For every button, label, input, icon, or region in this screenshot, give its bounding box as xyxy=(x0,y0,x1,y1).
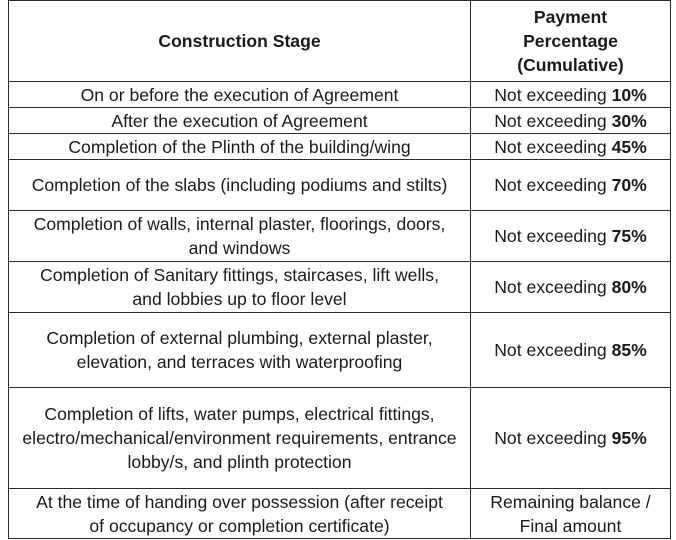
payment-prefix: Remaining balance / Final amount xyxy=(490,491,651,536)
header-payment-label: Payment Percentage (Cumulative) xyxy=(517,7,624,75)
payment-cell xyxy=(471,108,671,134)
table-row xyxy=(9,313,671,388)
payment-prefix: Not exceeding xyxy=(494,110,612,131)
stage-cell: Completion of the Plinth of the building/wing xyxy=(9,134,471,160)
payment-schedule-table xyxy=(8,0,671,539)
payment-prefix: Not exceeding xyxy=(494,340,612,360)
stage-cell: Completion of external plumbing, external plaster, elevation, and terraces with waterproofing xyxy=(9,313,471,388)
stage-cell: On or before the execution of Agreement xyxy=(9,82,471,108)
payment-cell xyxy=(471,489,671,539)
payment-cell xyxy=(471,262,671,313)
table-row xyxy=(9,262,671,313)
payment-cell xyxy=(471,160,671,211)
table-row xyxy=(9,388,671,489)
payment-cell xyxy=(471,82,671,108)
payment-prefix: Not exceeding xyxy=(494,175,612,195)
stage-cell: At the time of handing over possession (after receipt of occupancy or completion certificate) xyxy=(9,489,471,539)
table-row xyxy=(9,108,671,134)
payment-value: 95% xyxy=(611,428,647,448)
payment-cell xyxy=(471,211,671,262)
payment-prefix: Not exceeding xyxy=(494,226,612,246)
payment-value: 85% xyxy=(611,340,647,360)
payment-prefix: Not exceeding xyxy=(494,84,612,105)
stage-cell: After the execution of Agreement xyxy=(9,108,471,134)
stage-cell: Completion of Sanitary fittings, staircases, lift wells, and lobbies up to floor level xyxy=(9,262,471,313)
table-row xyxy=(9,134,671,160)
payment-prefix: Not exceeding xyxy=(494,136,612,157)
table-row xyxy=(9,489,671,539)
table-row xyxy=(9,211,671,262)
payment-cell xyxy=(471,388,671,489)
payment-prefix: Not exceeding xyxy=(494,428,612,448)
payment-value: 30% xyxy=(611,110,647,131)
stage-cell: Completion of walls, internal plaster, floorings, doors, and windows xyxy=(9,211,471,262)
stage-cell: Completion of the slabs (including podiums and stilts) xyxy=(9,160,471,211)
header-payment-percentage xyxy=(471,1,671,82)
table-row xyxy=(9,82,671,108)
payment-cell xyxy=(471,134,671,160)
payment-value: 10% xyxy=(611,84,647,105)
payment-schedule xyxy=(8,0,670,539)
payment-value: 80% xyxy=(611,277,647,297)
stage-cell: Completion of lifts, water pumps, electrical fittings, electro/mechanical/environment requirements, entrance lobby/s, and plinth protection xyxy=(9,388,471,489)
payment-value: 75% xyxy=(611,226,647,246)
payment-prefix: Not exceeding xyxy=(494,277,612,297)
payment-value: 70% xyxy=(611,175,647,195)
table-row xyxy=(9,160,671,211)
header-construction-stage: Construction Stage xyxy=(9,1,471,82)
table-header-row xyxy=(9,1,671,82)
payment-cell xyxy=(471,313,671,388)
payment-value: 45% xyxy=(611,136,647,157)
